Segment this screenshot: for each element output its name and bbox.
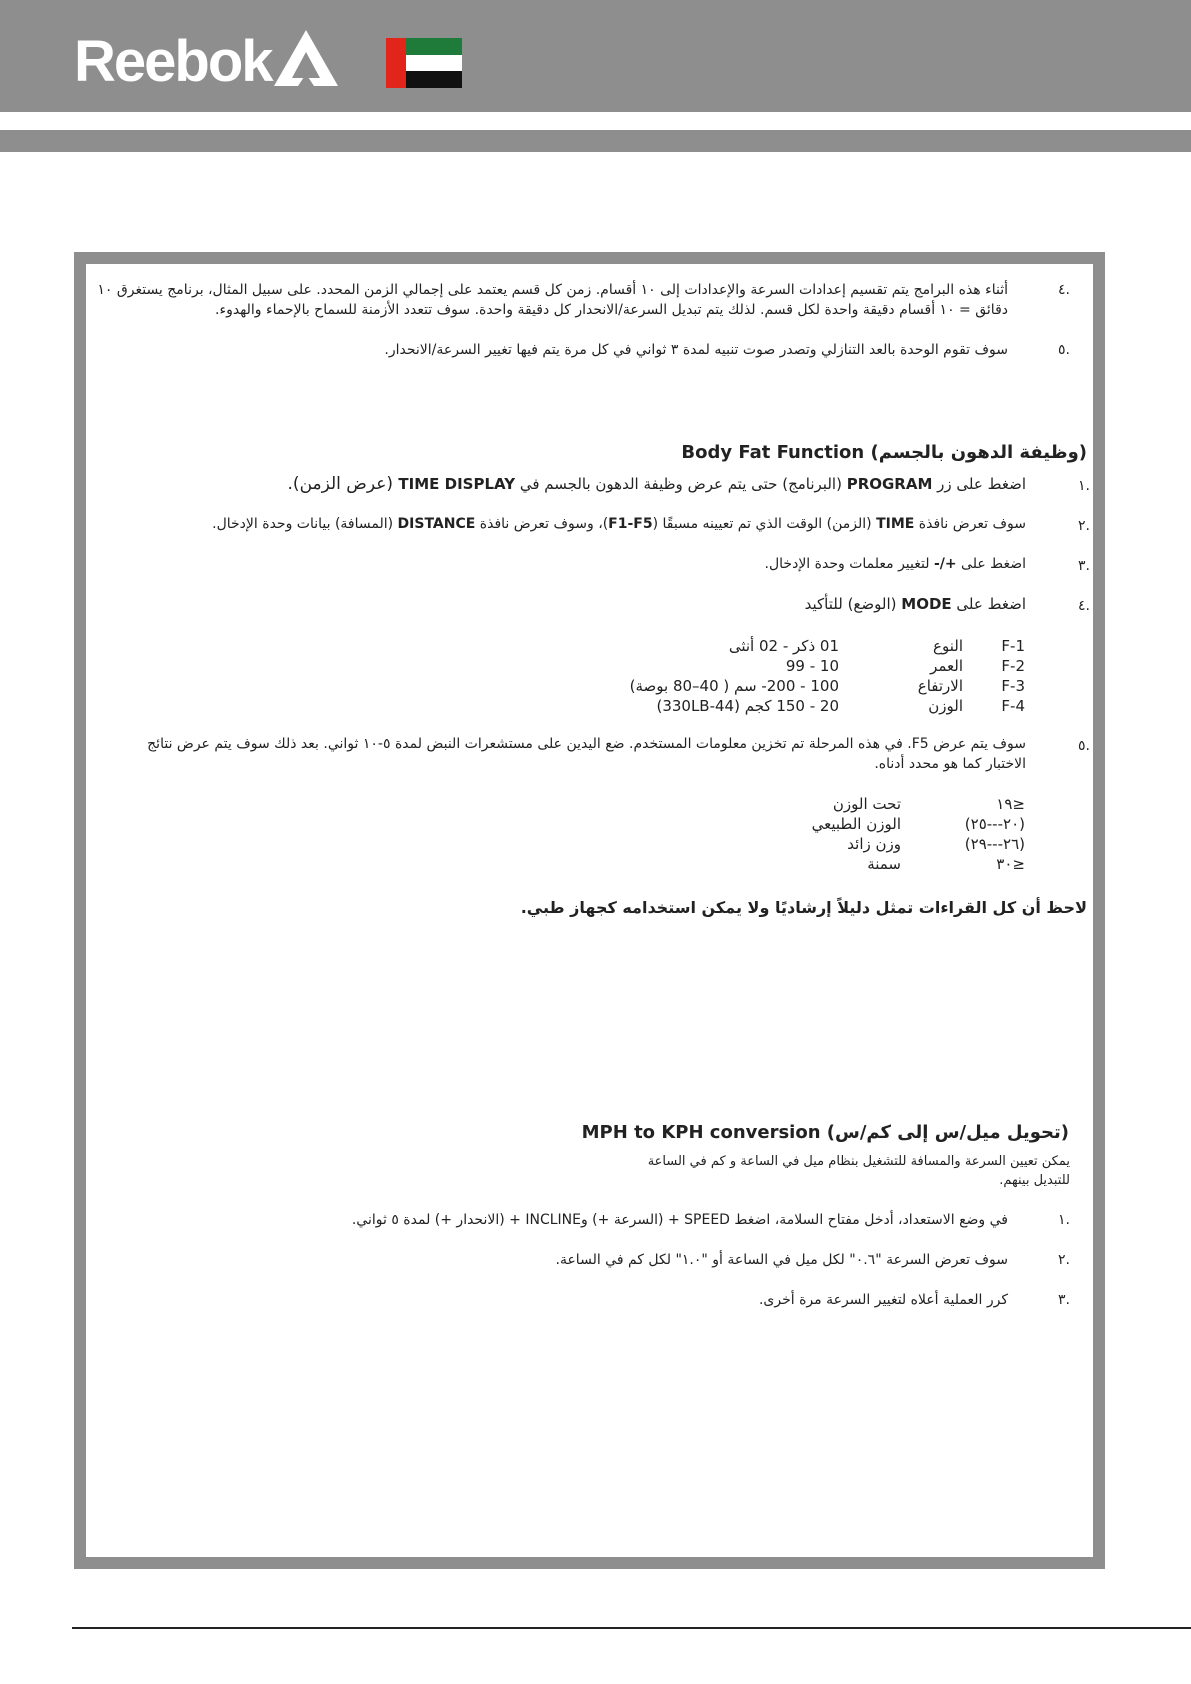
body-fat-step-5: سوف يتم عرض F5. في هذه المرحلة تم تخزين معلومات المستخدم. ضع اليدين على مستشعرات النبض لمدة ٥-١٠ ثواني. بعد ذلك سوف يتم عرض نتائج الاختبار كما هو محدد أدناه.: [147, 736, 1026, 772]
body-fat-step-3: اضغط على +/- لتغيير معلمات وحدة الإدخال.: [764, 556, 1026, 572]
result-label: سمنة: [867, 855, 901, 873]
list-number: .١: [1078, 478, 1090, 494]
countdown-text: سوف تقوم الوحدة بالعد التنازلي وتصدر صوت تنبيه لمدة ٣ ثواني في كل مرة يتم فيها تغيير السرعة/الانحدار.: [384, 342, 1008, 358]
list-number: .٣: [1078, 558, 1090, 574]
param-code: F-4: [1001, 697, 1025, 715]
param-label: الوزن: [928, 697, 963, 715]
list-number: .٤: [1078, 598, 1090, 614]
reebok-logo: [74, 28, 338, 92]
list-number: .٥: [1058, 342, 1070, 358]
list-number: .١: [1058, 1212, 1070, 1228]
body-fat-step-4: اضغط على MODE (الوضع) للتأكيد: [804, 595, 1026, 613]
result-range: ≤٣٠: [996, 855, 1025, 873]
result-label: الوزن الطبيعي: [811, 815, 901, 833]
header-bar: [0, 0, 1191, 112]
delta-logo-icon: [274, 30, 338, 90]
body-fat-step-2: سوف تعرض نافذة TIME (الزمن) الوقت الذي تم تعيينه مسبقًا (F1-F5)، وسوف تعرض نافذة DISTANCE (المسافة) بيانات وحدة الإدخال.: [212, 516, 1026, 532]
param-value: 100 - 200- سم ( 40–80 بوصة): [629, 677, 839, 695]
footer-rule: [72, 1627, 1191, 1629]
result-label: تحت الوزن: [832, 795, 901, 813]
mph-kph-intro: يمكن تعيين السرعة والمسافة للتشغيل بنظام ميل في الساعة و كم في الساعة للتبديل بينهم.: [647, 1154, 1070, 1188]
param-value: 01 ذكر - 02 أنثى: [728, 637, 839, 655]
result-range: ≤١٩: [996, 795, 1025, 813]
param-label: النوع: [933, 637, 963, 655]
param-value: 20 - 150 كجم (44-330LB): [656, 697, 839, 715]
result-label: وزن زائد: [847, 835, 901, 853]
list-number: .٥: [1078, 738, 1090, 754]
result-range: (٢٠---٢٥): [964, 815, 1025, 833]
list-number: .٢: [1078, 518, 1090, 534]
list-number: .٢: [1058, 1252, 1070, 1268]
list-number: .٣: [1058, 1292, 1070, 1308]
program-segments-text: أثناء هذه البرامج يتم تقسيم إعدادات السرعة والإعدادات إلى ١٠ أقسام. زمن كل قسم يعتمد على إجمالي الزمن المحدد. على سبيل المثال، برنامج يستغرق ١٠ دقائق = ١٠ أقسام دقيقة واحدة لكل قسم. لذلك يتم تبديل السرعة/الانحدار كل دقيقة واحدة. سوف تتعدد الأزمنة للسماح بالإحماء والهدوء.: [97, 282, 1008, 318]
param-label: العمر: [930, 657, 963, 675]
body-fat-heading: (وظيفة الدهون بالجسم) Body Fat Function: [681, 442, 1087, 463]
brand-name: Reebok: [74, 29, 272, 94]
mph-kph-heading: (تحويل ميل/س إلى كم/س) MPH to KPH conversion: [581, 1122, 1069, 1143]
param-code: F-3: [1001, 677, 1025, 695]
body-fat-step-1: اضغط على زر PROGRAM (البرنامج) حتى يتم عرض وظيفة الدهون بالجسم في TIME DISPLAY (عرض الزمن).: [287, 474, 1026, 494]
mph-step-1: في وضع الاستعداد، أدخل مفتاح السلامة، اضغط SPEED + (السرعة +) وINCLINE + (الانحدار +) لمدة ٥ ثواني.: [351, 1212, 1008, 1228]
list-number: .٤: [1058, 282, 1070, 298]
mph-step-2: سوف تعرض السرعة "٠.٦" لكل ميل في الساعة أو "١.٠" لكل كم في الساعة.: [555, 1252, 1008, 1268]
result-range: (٢٦---٢٩): [964, 835, 1025, 853]
mph-step-3: كرر العملية أعلاه لتغيير السرعة مرة أخرى.: [758, 1292, 1008, 1308]
param-code: F-2: [1001, 657, 1025, 675]
medical-disclaimer: لاحظ أن كل القراءات تمثل دليلاً إرشاديًا ولا يمكن استخدامه كجهاز طبي.: [520, 898, 1087, 917]
param-value: 10 - 99: [785, 657, 839, 675]
param-code: F-1: [1001, 637, 1025, 655]
header-strip: [0, 130, 1191, 152]
param-label: الارتفاع: [917, 677, 963, 695]
uae-flag-icon: [386, 38, 462, 88]
